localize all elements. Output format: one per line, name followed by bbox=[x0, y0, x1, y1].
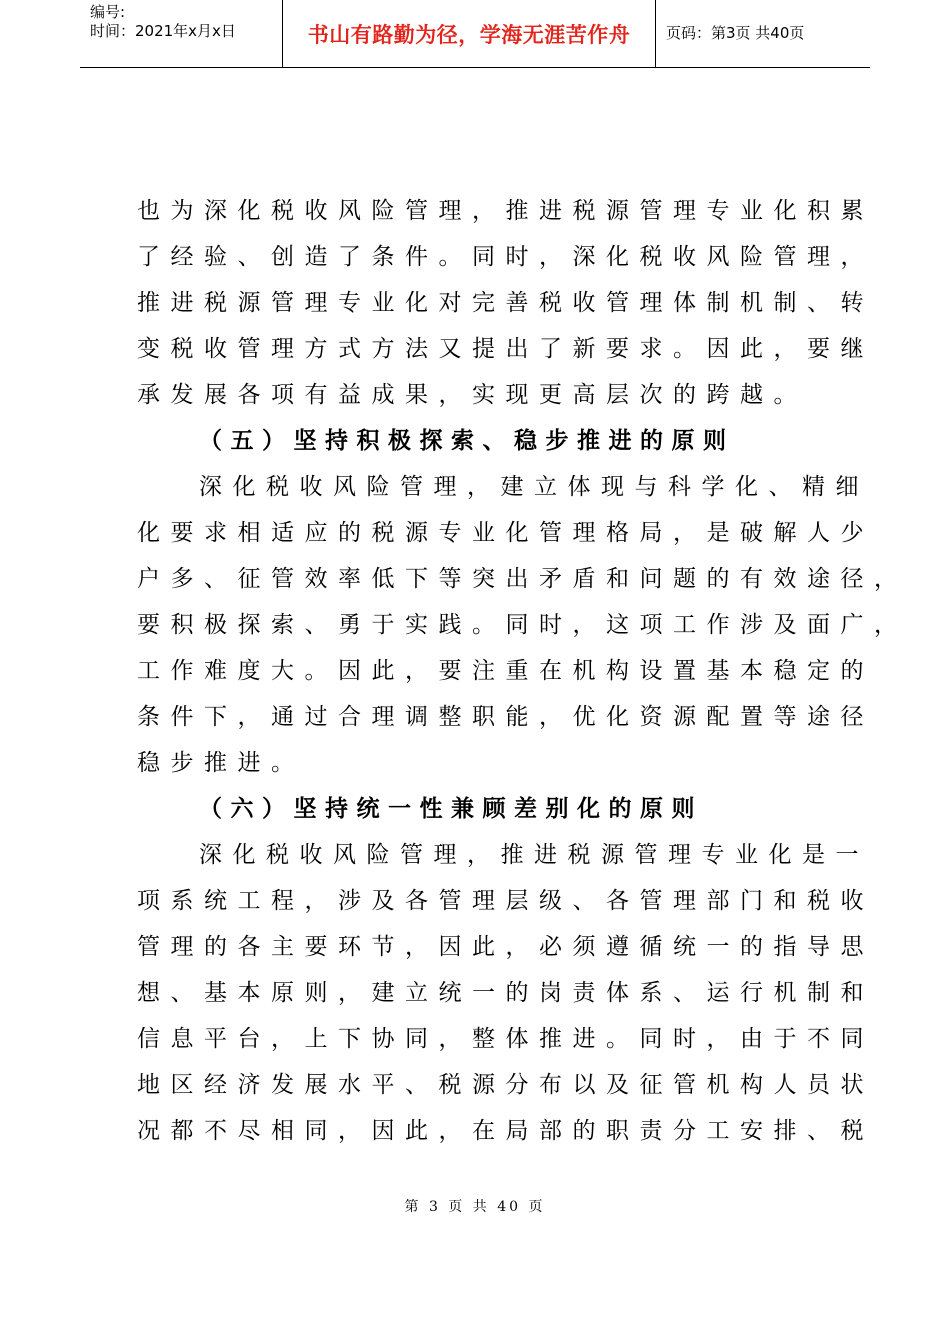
header-motto: 书山有路勤为径，学海无涯苦作舟 bbox=[307, 23, 631, 47]
body-line: 况都不尽相同，因此，在局部的职责分工安排、税 bbox=[137, 1118, 874, 1144]
document-body bbox=[137, 188, 908, 1154]
header-page-cell bbox=[656, 0, 870, 67]
page-footer: 第 3 页 共 40 页 bbox=[404, 1199, 546, 1215]
section-heading: （六）坚持统一性兼顾差别化的原则 bbox=[199, 796, 703, 822]
body-line: 稳步推进。 bbox=[137, 750, 305, 776]
body-line: 要积极探索、勇于实践。同时，这项工作涉及面广， bbox=[137, 612, 908, 638]
document-number-label: 编号: bbox=[90, 3, 126, 21]
section-heading: （五）坚持积极探索、稳步推进的原则 bbox=[199, 428, 735, 454]
body-line: 了经验、创造了条件。同时，深化税收风险管理， bbox=[137, 244, 874, 270]
body-line: 管理的各主要环节，因此，必须遵循统一的指导思 bbox=[137, 934, 874, 960]
document-time-label: 时间：2021年x月x日 bbox=[90, 22, 236, 40]
body-line: 地区经济发展水平、税源分布以及征管机构人员状 bbox=[137, 1072, 874, 1098]
body-line: 条件下，通过合理调整职能，优化资源配置等途径 bbox=[137, 704, 874, 730]
body-line: 工作难度大。因此，要注重在机构设置基本稳定的 bbox=[137, 658, 874, 684]
body-line: 也为深化税收风险管理，推进税源管理专业化积累 bbox=[137, 198, 874, 224]
body-line: 化要求相适应的税源专业化管理格局，是破解人少 bbox=[137, 520, 874, 546]
body-line: 变税收管理方式方法又提出了新要求。因此，要继 bbox=[137, 336, 874, 362]
body-line: 户多、征管效率低下等突出矛盾和问题的有效途径， bbox=[137, 566, 908, 592]
header-motto-cell bbox=[282, 0, 656, 67]
body-line: 承发展各项有益成果，实现更高层次的跨越。 bbox=[137, 382, 807, 408]
body-line: 信息平台，上下协同，整体推进。同时，由于不同 bbox=[137, 1026, 874, 1052]
body-line: 深化税收风险管理，建立体现与科学化、精细 bbox=[199, 474, 869, 500]
header-page-info: 页码：第3页 共40页 bbox=[666, 24, 805, 42]
body-line: 想、基本原则，建立统一的岗责体系、运行机制和 bbox=[137, 980, 874, 1006]
body-line: 推进税源管理专业化对完善税收管理体制机制、转 bbox=[137, 290, 874, 316]
body-line: 深化税收风险管理，推进税源管理专业化是一 bbox=[199, 842, 869, 868]
page-header bbox=[80, 0, 870, 68]
body-line: 项系统工程，涉及各管理层级、各管理部门和税收 bbox=[137, 888, 874, 914]
header-meta-cell bbox=[80, 0, 282, 67]
